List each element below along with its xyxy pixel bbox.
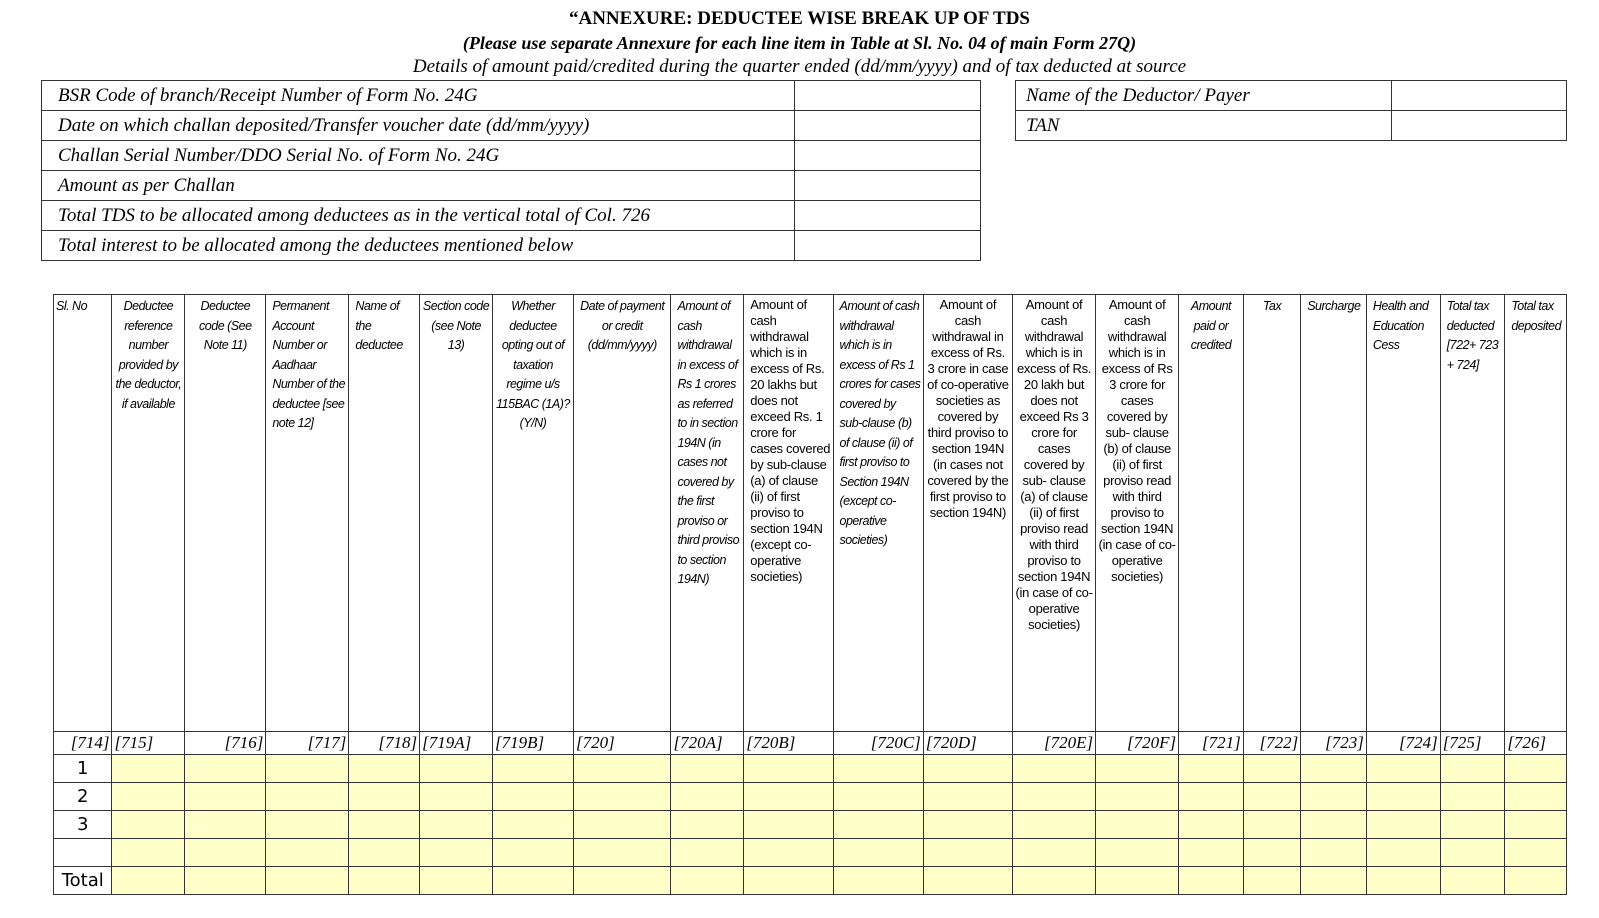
- column-header: Tax: [1243, 295, 1300, 732]
- entry-cell[interactable]: [1243, 867, 1300, 895]
- entry-cell[interactable]: [1301, 811, 1367, 839]
- entry-cell[interactable]: [185, 755, 266, 783]
- column-code: [722]: [1243, 732, 1300, 755]
- column-code: [714]: [54, 732, 112, 755]
- deductor-value-cell[interactable]: [1392, 111, 1567, 141]
- column-header: Total tax deducted [722+ 723 + 724]: [1440, 295, 1505, 732]
- entry-cell[interactable]: [1301, 755, 1367, 783]
- entry-cell[interactable]: [1013, 867, 1096, 895]
- entry-cell[interactable]: [671, 783, 744, 811]
- entry-cell[interactable]: [671, 811, 744, 839]
- challan-value-cell[interactable]: [795, 201, 981, 231]
- entry-cell[interactable]: [492, 811, 573, 839]
- column-code: [720C]: [833, 732, 923, 755]
- challan-row: [42, 111, 981, 141]
- challan-value-cell[interactable]: [795, 231, 981, 261]
- entry-cell[interactable]: [1505, 811, 1567, 839]
- entry-cell[interactable]: [1505, 783, 1567, 811]
- entry-cell[interactable]: [492, 867, 573, 895]
- entry-cell[interactable]: [1301, 839, 1367, 867]
- column-code: [719B]: [492, 732, 573, 755]
- entry-cell[interactable]: [349, 839, 420, 867]
- entry-cell[interactable]: [420, 811, 493, 839]
- column-header: Amount of cash withdrawal in excess of Rs. 3 crore in case of co-operative societies as covered by third proviso to section 194N (in cases not covered by the first proviso to section 194N): [923, 295, 1012, 732]
- entry-cell[interactable]: [1013, 783, 1096, 811]
- entry-cell[interactable]: [1366, 867, 1440, 895]
- deductor-details-box: [1015, 80, 1567, 141]
- entry-cell[interactable]: [833, 867, 923, 895]
- entry-cell[interactable]: [833, 783, 923, 811]
- deductor-row: [1016, 81, 1567, 111]
- entry-cell[interactable]: [1366, 755, 1440, 783]
- entry-cell[interactable]: [1440, 867, 1505, 895]
- entry-cell[interactable]: [1013, 839, 1096, 867]
- entry-cell[interactable]: [492, 783, 573, 811]
- column-code: [720A]: [671, 732, 744, 755]
- entry-cell[interactable]: [833, 839, 923, 867]
- entry-cell[interactable]: [833, 755, 923, 783]
- entry-cell[interactable]: [266, 839, 349, 867]
- entry-cell[interactable]: [266, 783, 349, 811]
- entry-cell[interactable]: [744, 839, 833, 867]
- entry-cell[interactable]: [112, 755, 185, 783]
- entry-cell[interactable]: [574, 811, 671, 839]
- table-row: [54, 811, 1567, 839]
- column-header: Date of payment or credit (dd/mm/yyyy): [574, 295, 671, 732]
- entry-cell[interactable]: [349, 867, 420, 895]
- entry-cell[interactable]: [1505, 839, 1567, 867]
- entry-cell[interactable]: [1179, 811, 1244, 839]
- entry-cell[interactable]: [266, 811, 349, 839]
- column-code: [720]: [574, 732, 671, 755]
- column-code: [720E]: [1013, 732, 1096, 755]
- entry-cell[interactable]: [1096, 839, 1179, 867]
- entry-cell[interactable]: [492, 839, 573, 867]
- annexure-title: “ANNEXURE: DEDUCTEE WISE BREAK UP OF TDS: [568, 8, 1030, 29]
- deductor-label: TAN: [1016, 111, 1392, 141]
- entry-cell[interactable]: [1179, 755, 1244, 783]
- entry-cell[interactable]: [1440, 839, 1505, 867]
- column-code-row: [54, 732, 1567, 755]
- column-header: Section code (see Note 13): [420, 295, 493, 732]
- entry-cell[interactable]: [1440, 755, 1505, 783]
- column-code: [715]: [112, 732, 185, 755]
- column-code: [724]: [1366, 732, 1440, 755]
- column-header: Deductee reference number provided by the deductor, if available: [112, 295, 185, 732]
- column-header: Amount paid or credited: [1179, 295, 1244, 732]
- entry-cell[interactable]: [833, 811, 923, 839]
- column-code: [721]: [1179, 732, 1244, 755]
- entry-cell[interactable]: [923, 755, 1012, 783]
- entry-cell[interactable]: [923, 783, 1012, 811]
- challan-value-cell[interactable]: [795, 81, 981, 111]
- entry-cell[interactable]: [1440, 811, 1505, 839]
- entry-cell[interactable]: [1013, 755, 1096, 783]
- row-serial-number: [54, 839, 112, 867]
- column-header: Amount of cash withdrawal which is in excess of Rs. 20 lakh but does not exceed Rs 3 crore for cases covered by sub- clause (a) of clause (ii) of first proviso read with third proviso to section 194N (in case of co-operative societies): [1013, 295, 1096, 732]
- challan-row: [42, 141, 981, 171]
- entry-cell[interactable]: [266, 755, 349, 783]
- entry-cell[interactable]: [112, 811, 185, 839]
- entry-cell[interactable]: [1179, 867, 1244, 895]
- entry-cell[interactable]: [574, 783, 671, 811]
- column-code: [719A]: [420, 732, 493, 755]
- deductor-label: Name of the Deductor/ Payer: [1016, 81, 1392, 111]
- entry-cell[interactable]: [185, 867, 266, 895]
- entry-cell[interactable]: [185, 783, 266, 811]
- row-serial-number: 3: [54, 811, 112, 839]
- entry-cell[interactable]: [112, 867, 185, 895]
- column-code: [723]: [1301, 732, 1367, 755]
- entry-cell[interactable]: [420, 783, 493, 811]
- entry-cell[interactable]: [1096, 755, 1179, 783]
- entry-cell[interactable]: [923, 811, 1012, 839]
- column-header: Amount of cash withdrawal which is in excess of Rs 1 crores for cases covered by sub-clause (b) of clause (ii) of first proviso to Section 194N (except co-operative societies): [833, 295, 923, 732]
- challan-row: [42, 171, 981, 201]
- entry-cell[interactable]: [1096, 811, 1179, 839]
- column-header: Sl. No: [54, 295, 112, 732]
- entry-cell[interactable]: [1366, 783, 1440, 811]
- column-header: Amount of cash withdrawal which is in excess of Rs. 20 lakhs but does not exceed Rs. 1 crore for cases covered by sub-clause (a) of clause (ii) of first proviso to section 194N (except co-operative societies): [744, 295, 833, 732]
- challan-row: [42, 231, 981, 261]
- deductor-row: [1016, 111, 1567, 141]
- column-code: [720D]: [923, 732, 1012, 755]
- table-row: [54, 783, 1567, 811]
- column-header: Permanent Account Number or Aadhaar Number of the deductee [see note 12]: [266, 295, 349, 732]
- entry-cell[interactable]: [744, 783, 833, 811]
- column-header: Whether deductee opting out of taxation regime u/s 115BAC (1A)? (Y/N): [492, 295, 573, 732]
- entry-cell[interactable]: [671, 867, 744, 895]
- entry-cell[interactable]: [112, 839, 185, 867]
- challan-row: [42, 201, 981, 231]
- column-code: [720B]: [744, 732, 833, 755]
- challan-value-cell[interactable]: [795, 171, 981, 201]
- entry-cell[interactable]: [185, 839, 266, 867]
- deductee-breakup-table: [53, 294, 1567, 895]
- entry-cell[interactable]: [112, 783, 185, 811]
- entry-cell[interactable]: [574, 755, 671, 783]
- column-header: Amount of cash withdrawal in excess of Rs 1 crores as referred to in section 194N (in cases not covered by the first proviso or third proviso to section 194N): [671, 295, 744, 732]
- column-header: Name of the deductee: [349, 295, 420, 732]
- entry-cell[interactable]: [1505, 867, 1567, 895]
- entry-cell[interactable]: [574, 839, 671, 867]
- column-code: [725]: [1440, 732, 1505, 755]
- challan-details-box: [41, 80, 981, 261]
- entry-cell[interactable]: [1301, 867, 1367, 895]
- entry-cell[interactable]: [1243, 755, 1300, 783]
- deductor-value-cell[interactable]: [1392, 81, 1567, 111]
- entry-cell[interactable]: [1179, 783, 1244, 811]
- entry-cell[interactable]: [492, 755, 573, 783]
- entry-cell[interactable]: [1096, 783, 1179, 811]
- entry-cell[interactable]: [1179, 839, 1244, 867]
- annexure-description: Details of amount paid/credited during the quarter ended (dd/mm/yyyy) and of tax deducted at source: [412, 56, 1187, 77]
- column-header: Health and Education Cess: [1366, 295, 1440, 732]
- entry-cell[interactable]: [185, 811, 266, 839]
- entry-cell[interactable]: [744, 867, 833, 895]
- challan-value-cell[interactable]: [795, 111, 981, 141]
- column-header: Deductee code (See Note 11): [185, 295, 266, 732]
- entry-cell[interactable]: [671, 755, 744, 783]
- entry-cell[interactable]: [349, 811, 420, 839]
- entry-cell[interactable]: [744, 811, 833, 839]
- challan-label: BSR Code of branch/Receipt Number of Form No. 24G: [42, 81, 795, 111]
- column-code: [726]: [1505, 732, 1567, 755]
- column-header-row: [54, 295, 1567, 732]
- challan-label: Amount as per Challan: [42, 171, 795, 201]
- total-row: [54, 867, 1567, 895]
- column-code: [720F]: [1096, 732, 1179, 755]
- column-code: [717]: [266, 732, 349, 755]
- table-row: [54, 755, 1567, 783]
- row-serial-number: Total: [54, 867, 112, 895]
- entry-cell[interactable]: [1013, 811, 1096, 839]
- challan-label: Total TDS to be allocated among deductees as in the vertical total of Col. 726: [42, 201, 795, 231]
- entry-cell[interactable]: [1366, 811, 1440, 839]
- entry-cell[interactable]: [671, 839, 744, 867]
- annexure-subtitle: (Please use separate Annexure for each line item in Table at Sl. No. 04 of main Form 27Q): [462, 33, 1137, 53]
- row-serial-number: 1: [54, 755, 112, 783]
- entry-cell[interactable]: [744, 755, 833, 783]
- entry-cell[interactable]: [349, 783, 420, 811]
- entry-cell[interactable]: [1505, 755, 1567, 783]
- entry-cell[interactable]: [420, 867, 493, 895]
- column-code: [718]: [349, 732, 420, 755]
- entry-cell[interactable]: [1243, 783, 1300, 811]
- entry-cell[interactable]: [923, 839, 1012, 867]
- entry-cell[interactable]: [1243, 811, 1300, 839]
- entry-cell[interactable]: [923, 867, 1012, 895]
- entry-cell[interactable]: [1096, 867, 1179, 895]
- entry-cell[interactable]: [349, 755, 420, 783]
- entry-cell[interactable]: [266, 867, 349, 895]
- table-row: [54, 839, 1567, 867]
- entry-cell[interactable]: [1301, 783, 1367, 811]
- entry-cell[interactable]: [1440, 783, 1505, 811]
- challan-value-cell[interactable]: [795, 141, 981, 171]
- challan-label: Date on which challan deposited/Transfer voucher date (dd/mm/yyyy): [42, 111, 795, 141]
- challan-row: [42, 81, 981, 111]
- entry-cell[interactable]: [420, 755, 493, 783]
- entry-cell[interactable]: [1243, 839, 1300, 867]
- column-header: Total tax deposited: [1505, 295, 1567, 732]
- entry-cell[interactable]: [1366, 839, 1440, 867]
- entry-cell[interactable]: [420, 839, 493, 867]
- column-header: Amount of cash withdrawal which is in excess of Rs 3 crore for cases covered by sub- clause (b) of clause (ii) of first proviso read with third proviso to section 194N (in case of co-operative societies): [1096, 295, 1179, 732]
- entry-cell[interactable]: [574, 867, 671, 895]
- challan-label: Challan Serial Number/DDO Serial No. of Form No. 24G: [42, 141, 795, 171]
- row-serial-number: 2: [54, 783, 112, 811]
- column-header: Surcharge: [1301, 295, 1367, 732]
- column-code: [716]: [185, 732, 266, 755]
- challan-label: Total interest to be allocated among the deductees mentioned below: [42, 231, 795, 261]
